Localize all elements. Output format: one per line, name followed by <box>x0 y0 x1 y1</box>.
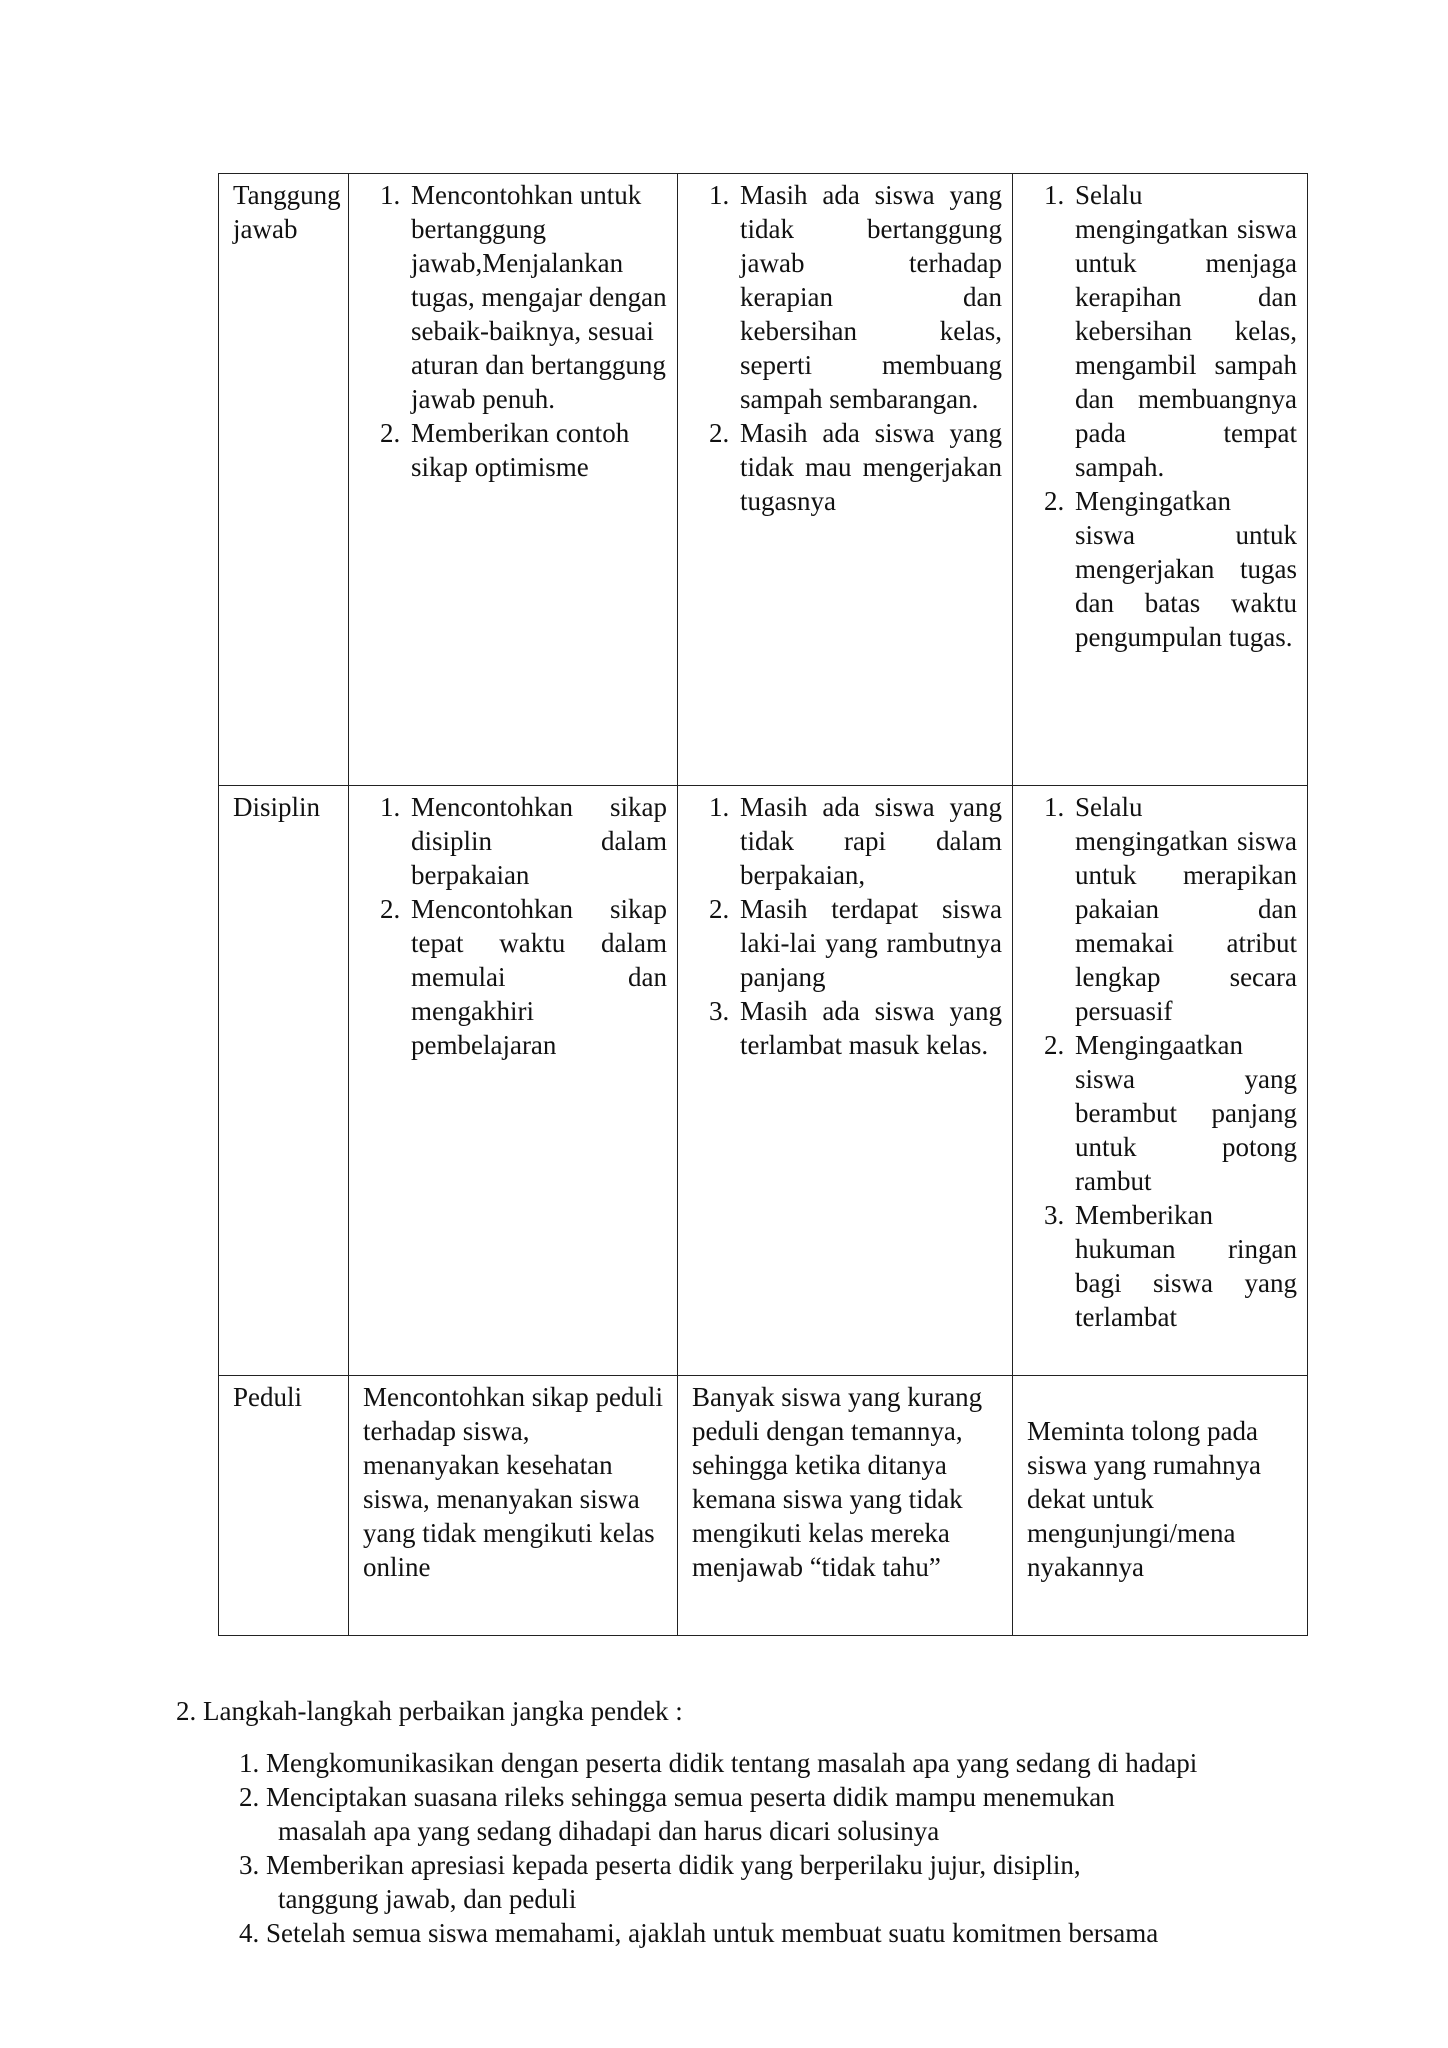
list-item: 1. Selalu mengingatkan siswa untuk menjaga kerapihan dan kebersihan kelas, mengambil sampah dan membuangnya pada tempat sampah. <box>1071 178 1297 484</box>
short-term-steps-section <box>176 1694 1356 1950</box>
list-item <box>266 1780 1356 1848</box>
example-cell <box>349 1376 678 1636</box>
step-text-continued: tanggung jawab, dan peduli <box>278 1884 577 1914</box>
step-text: Setelah semua siswa memahami, ajaklah untuk membuat suatu komitmen bersama <box>266 1918 1159 1948</box>
list-item: 2. Mencontohkan sikap tepat waktu dalam memulai dan mengakhiri pembelajaran <box>407 892 667 1062</box>
step-text: Memberikan apresiasi kepada peserta didik yang berperilaku jujur, disiplin, <box>266 1850 1081 1880</box>
table-row <box>219 786 1308 1376</box>
step-text-continued: masalah apa yang sedang dihadapi dan harus dicari solusinya <box>278 1816 940 1846</box>
cell-text: Meminta tolong pada siswa yang rumahnya dekat untuk mengunjungi/mena nyakannya <box>1027 1416 1261 1582</box>
problem-cell <box>678 786 1013 1376</box>
problem-cell <box>678 174 1013 786</box>
row-label <box>219 174 349 786</box>
example-cell <box>349 174 678 786</box>
row-label <box>219 1376 349 1636</box>
table-row <box>219 174 1308 786</box>
steps-list <box>176 1746 1356 1950</box>
list-item: 2. Masih terdapat siswa laki-lai yang rambutnya panjang <box>736 892 1002 994</box>
list-item: 2. Masih ada siswa yang tidak mau mengerjakan tugasnya <box>736 416 1002 518</box>
section-heading: 2. Langkah-langkah perbaikan jangka pendek : <box>176 1696 683 1726</box>
step-text: Menciptakan suasana rileks sehingga semua peserta didik mampu menemukan <box>266 1782 1115 1812</box>
list-item: 2. Mengingatkan siswa untuk mengerjakan tugas dan batas waktu pengumpulan tugas. <box>1071 484 1297 654</box>
solution-cell <box>1013 174 1308 786</box>
step-text: Mengkomunikasikan dengan peserta didik tentang masalah apa yang sedang di hadapi <box>266 1748 1198 1778</box>
list-item: 3. Masih ada siswa yang terlambat masuk kelas. <box>736 994 1002 1062</box>
solution-cell <box>1013 786 1308 1376</box>
list-item <box>266 1848 1356 1916</box>
list-item: 1. Masih ada siswa yang tidak bertanggung jawab terhadap kerapian dan kebersihan kelas, seperti membuang sampah sembarangan. <box>736 178 1002 416</box>
list-item: 1. Mencontohkan sikap disiplin dalam berpakaian <box>407 790 667 892</box>
list-item: 1. Masih ada siswa yang tidak rapi dalam berpakaian, <box>736 790 1002 892</box>
problem-cell <box>678 1376 1013 1636</box>
row-label-text: Peduli <box>233 1382 303 1412</box>
character-table <box>218 173 1308 1636</box>
row-label <box>219 786 349 1376</box>
list-item: 1. Mencontohkan untuk bertanggung jawab,Menjalankan tugas, mengajar dengan sebaik-baiknya, sesuai aturan dan bertanggung jawab penuh. <box>407 178 667 416</box>
cell-text: Mencontohkan sikap peduli terhadap siswa, menanyakan kesehatan siswa, menanyakan siswa yang tidak mengikuti kelas online <box>363 1382 663 1582</box>
cell-text: Banyak siswa yang kurang peduli dengan temannya, sehingga ketika ditanya kemana siswa yang tidak mengikuti kelas mereka menjawab “tidak tahu” <box>692 1382 983 1582</box>
example-cell <box>349 786 678 1376</box>
row-label-text: Tanggung jawab <box>233 180 341 244</box>
list-item <box>266 1916 1356 1950</box>
list-item: 1. Selalu mengingatkan siswa untuk merapikan pakaian dan memakai atribut lengkap secara persuasif <box>1071 790 1297 1028</box>
list-item <box>266 1746 1356 1780</box>
row-label-text: Disiplin <box>233 792 321 822</box>
list-item: 2. Mengingaatkan siswa yang berambut panjang untuk potong rambut <box>1071 1028 1297 1198</box>
table-row <box>219 1376 1308 1636</box>
list-item: 3. Memberikan hukuman ringan bagi siswa yang terlambat <box>1071 1198 1297 1334</box>
solution-cell <box>1013 1376 1308 1636</box>
list-item: 2. Memberikan contoh sikap optimisme <box>407 416 667 484</box>
